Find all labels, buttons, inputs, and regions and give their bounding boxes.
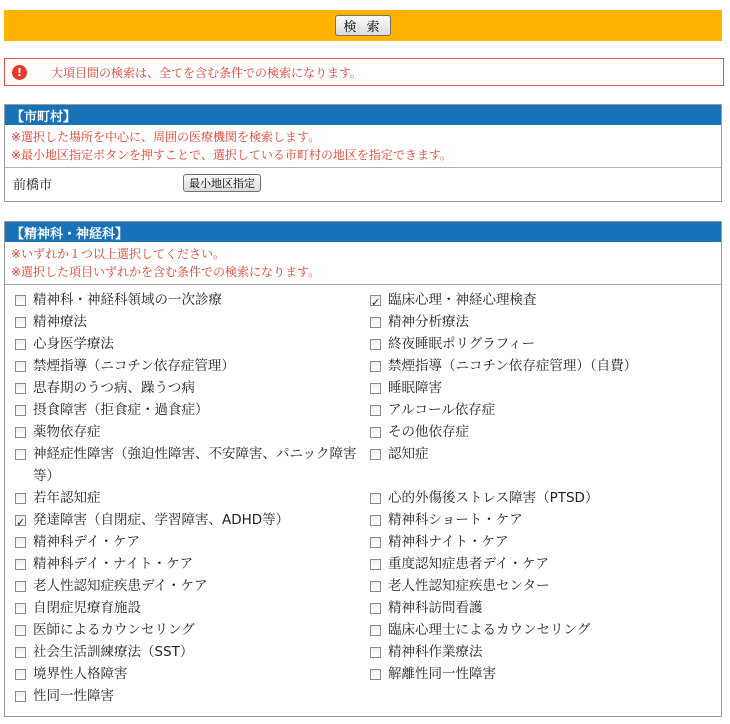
option-label: 禁煙指導（ニコチン依存症管理）（自費） [388, 358, 638, 374]
option-checkbox[interactable] [15, 559, 26, 570]
option-item[interactable] [15, 509, 370, 531]
option-checkbox[interactable] [15, 581, 26, 592]
psychiatry-section-title: 【精神科・神経科】 [5, 222, 721, 242]
option-checkbox[interactable] [370, 449, 381, 460]
option-checkbox[interactable] [15, 427, 26, 438]
option-item[interactable] [15, 641, 370, 663]
option-checkbox[interactable] [370, 515, 381, 526]
option-label: 認知症 [388, 446, 429, 462]
option-label: 精神科作業療法 [388, 644, 483, 660]
option-checkbox[interactable] [370, 625, 381, 636]
option-item[interactable] [370, 443, 725, 487]
option-item[interactable] [15, 597, 370, 619]
psychiatry-note: ※選択した項目いずれかを含む条件での検索になります。 [11, 265, 321, 279]
option-label: 発達障害（自閉症、学習障害、ADHD等） [33, 512, 290, 528]
option-item[interactable] [15, 421, 370, 443]
psychiatry-notes [5, 242, 721, 285]
option-checkbox[interactable] [15, 449, 26, 460]
option-label: 精神科デイ・ケア [33, 534, 141, 550]
notice-box [4, 58, 724, 86]
option-checkbox[interactable] [370, 493, 381, 504]
option-label: 精神療法 [33, 314, 87, 330]
city-row [5, 168, 721, 198]
option-item[interactable] [370, 509, 725, 531]
option-label: その他依存症 [388, 424, 469, 440]
option-item[interactable] [370, 553, 725, 575]
option-label: 自閉症児療育施設 [33, 600, 141, 616]
option-label: 精神科ナイト・ケア [388, 534, 509, 550]
option-item[interactable] [370, 487, 725, 509]
option-item[interactable] [15, 399, 370, 421]
option-checkbox[interactable] [15, 493, 26, 504]
notice-text: 大項目間の検索は、全てを含む条件での検索になります。 [51, 65, 363, 80]
city-section-title: 【市町村】 [5, 105, 721, 125]
option-checkbox[interactable] [15, 691, 26, 702]
option-item[interactable] [15, 443, 370, 487]
option-item[interactable] [15, 663, 370, 685]
option-label: 老人性認知症疾患デイ・ケア [33, 578, 208, 594]
option-item[interactable] [370, 531, 725, 553]
option-item[interactable] [370, 641, 725, 663]
option-label: 医師によるカウンセリング [33, 622, 195, 638]
option-checkbox[interactable] [15, 669, 26, 680]
city-notes [5, 125, 721, 168]
option-item[interactable] [370, 421, 725, 443]
option-label: 性同一性障害 [33, 688, 114, 704]
option-checkbox[interactable] [370, 427, 381, 438]
option-checkbox[interactable] [370, 669, 381, 680]
option-item[interactable] [15, 333, 370, 355]
option-checkbox[interactable] [15, 361, 26, 372]
option-label: 精神科訪問看護 [388, 600, 483, 616]
option-item[interactable] [370, 289, 725, 311]
option-checkbox[interactable] [370, 295, 381, 306]
option-label: 社会生活訓練療法（SST） [33, 644, 194, 660]
option-label: 思春期のうつ病、躁うつ病 [33, 380, 195, 396]
option-list [5, 285, 721, 707]
option-checkbox[interactable] [15, 647, 26, 658]
option-label: アルコール依存症 [388, 402, 496, 418]
option-checkbox[interactable] [15, 405, 26, 416]
option-checkbox[interactable] [370, 647, 381, 658]
option-checkbox[interactable] [370, 537, 381, 548]
city-note: ※選択した場所を中心に、周囲の医療機関を検索します。 [11, 130, 321, 144]
option-label: 薬物依存症 [33, 424, 101, 440]
exclamation-icon: ! [12, 65, 27, 80]
option-label: 心身医学療法 [33, 336, 114, 352]
option-label: 老人性認知症疾患センター [388, 578, 550, 594]
option-checkbox[interactable] [15, 625, 26, 636]
option-label: 重度認知症患者デイ・ケア [388, 556, 550, 572]
option-label: 境界性人格障害 [33, 666, 128, 682]
option-item[interactable] [15, 531, 370, 553]
option-item[interactable] [370, 619, 725, 641]
option-checkbox[interactable] [15, 295, 26, 306]
option-label: 心的外傷後ストレス障害（PTSD） [388, 490, 599, 506]
option-item[interactable] [15, 553, 370, 575]
option-checkbox[interactable] [15, 317, 26, 328]
option-label: 終夜睡眠ポリグラフィー [388, 336, 536, 352]
option-item[interactable] [15, 487, 370, 509]
search-bar [4, 10, 722, 41]
option-checkbox[interactable] [370, 317, 381, 328]
city-note: ※最小地区指定ボタンを押すことで、選択している市町村の地区を指定できます。 [11, 148, 452, 162]
option-checkbox[interactable] [370, 559, 381, 570]
city-name: 前橋市 [13, 177, 53, 193]
option-label: 臨床心理士によるカウンセリング [388, 622, 591, 638]
option-checkbox[interactable] [370, 405, 381, 416]
option-checkbox[interactable] [15, 603, 26, 614]
option-checkbox[interactable] [370, 339, 381, 350]
option-item[interactable] [15, 619, 370, 641]
option-item[interactable] [370, 333, 725, 355]
option-label: 禁煙指導（ニコチン依存症管理） [33, 358, 235, 374]
option-item[interactable] [370, 597, 725, 619]
option-label: 精神科ショート・ケア [388, 512, 523, 528]
option-item[interactable] [370, 355, 725, 377]
option-label: 解離性同一性障害 [388, 666, 496, 682]
city-section [4, 104, 722, 202]
option-checkbox[interactable] [15, 537, 26, 548]
option-label: 睡眠障害 [388, 380, 442, 396]
option-item[interactable] [15, 685, 370, 707]
option-label: 精神科デイ・ナイト・ケア [33, 556, 194, 572]
option-checkbox[interactable] [370, 581, 381, 592]
option-item[interactable] [15, 575, 370, 597]
search-button[interactable]: 検 索 [335, 15, 391, 36]
option-label: 精神分析療法 [388, 314, 469, 330]
option-label: 臨床心理・神経心理検査 [388, 292, 537, 308]
option-item[interactable] [370, 377, 725, 399]
psychiatry-section [4, 221, 722, 717]
option-item[interactable] [15, 289, 370, 311]
option-item[interactable] [15, 311, 370, 333]
option-checkbox[interactable] [15, 515, 26, 526]
option-item[interactable] [370, 575, 725, 597]
option-checkbox[interactable] [15, 339, 26, 350]
option-label: 神経症性障害（強迫性障害、不安障害、パニック障害等） [33, 446, 357, 484]
option-label: 摂食障害（拒食症・過食症） [33, 402, 209, 418]
min-area-button[interactable]: 最小地区指定 [183, 174, 261, 192]
option-checkbox[interactable] [370, 361, 381, 372]
psychiatry-note: ※いずれか１つ以上選択してください。 [11, 247, 226, 261]
option-item[interactable] [15, 355, 370, 377]
option-item[interactable] [370, 663, 725, 685]
option-checkbox[interactable] [370, 603, 381, 614]
option-label: 精神科・神経科領域の一次診療 [33, 292, 222, 308]
option-item[interactable] [370, 311, 725, 333]
option-item[interactable] [15, 377, 370, 399]
option-checkbox[interactable] [370, 383, 381, 394]
option-checkbox[interactable] [15, 383, 26, 394]
option-item[interactable] [370, 399, 725, 421]
option-label: 若年認知症 [33, 490, 101, 506]
